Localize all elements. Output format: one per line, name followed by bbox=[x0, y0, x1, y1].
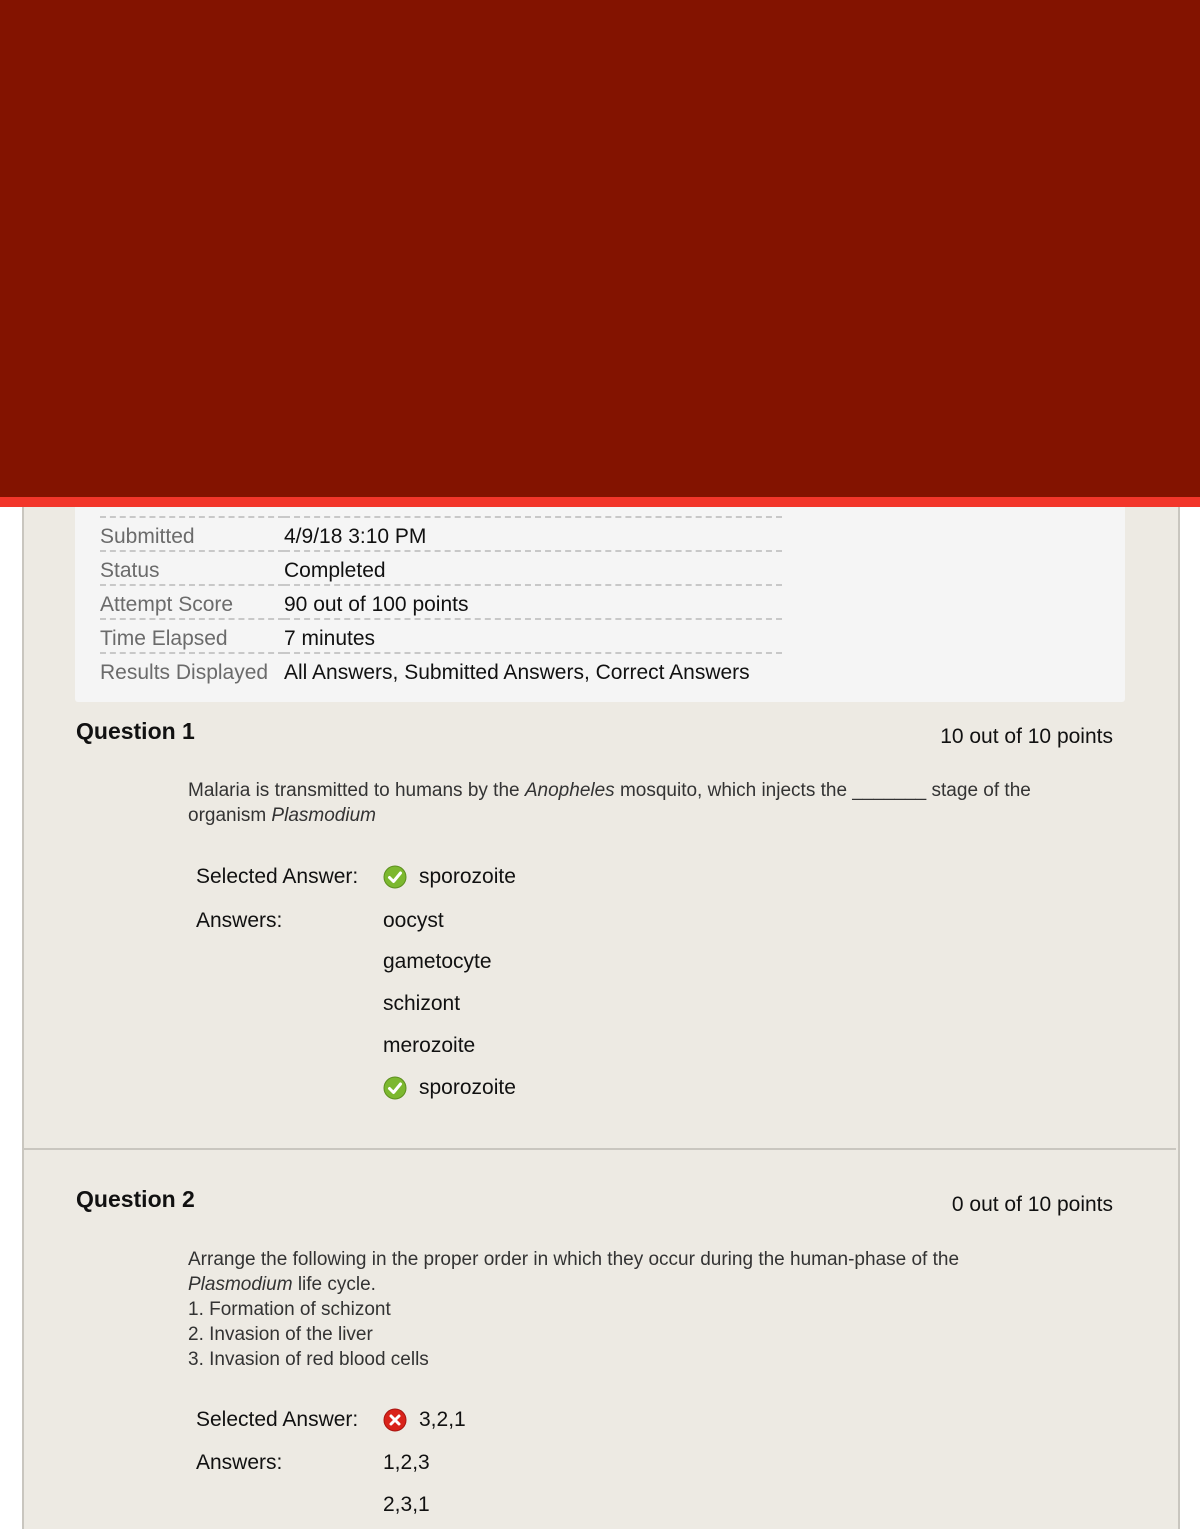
summary-label: Attempt Score bbox=[100, 585, 284, 619]
question-divider bbox=[24, 1148, 1176, 1150]
selected-answer-label: Selected Answer: bbox=[196, 865, 359, 888]
selected-answer-value: 3,2,1 bbox=[419, 1408, 466, 1431]
summary-value: 7 minutes bbox=[284, 619, 782, 653]
question-2-text bbox=[188, 1247, 988, 1372]
question-text-segment: Arrange the following in the proper order in which they occur during the human-phase of the bbox=[188, 1249, 960, 1270]
answer-option-correct bbox=[383, 1076, 516, 1100]
summary-label: Time Elapsed bbox=[100, 619, 284, 653]
summary-row-submitted bbox=[100, 517, 782, 551]
answer-option: merozoite bbox=[383, 1034, 476, 1057]
summary-label: Status bbox=[100, 551, 284, 585]
question-text-line: 1. Formation of schizont bbox=[188, 1299, 391, 1320]
header-banner bbox=[0, 0, 1200, 507]
check-circle-icon bbox=[383, 865, 407, 889]
question-text-italic: Anopheles bbox=[524, 780, 615, 801]
summary-value: 90 out of 100 points bbox=[284, 585, 782, 619]
summary-label: Submitted bbox=[100, 517, 284, 551]
question-2-points: 0 out of 10 points bbox=[951, 1193, 1113, 1216]
answer-option: gametocyte bbox=[383, 950, 492, 973]
summary-value: All Answers, Submitted Answers, Correct Answers bbox=[284, 661, 750, 684]
selected-answer-value: sporozoite bbox=[419, 865, 516, 888]
answer-option: 2,3,1 bbox=[383, 1493, 430, 1516]
selected-answer bbox=[383, 1408, 466, 1432]
question-text-segment: mosquito, which injects the _______ stage of the organism bbox=[188, 780, 1031, 826]
summary-row-status bbox=[100, 551, 782, 585]
question-text-italic: Plasmodium bbox=[188, 1274, 293, 1295]
answer-option: schizont bbox=[383, 992, 461, 1015]
question-text-segment: life cycle. bbox=[292, 1274, 376, 1295]
selected-answer-label: Selected Answer: bbox=[196, 1408, 359, 1431]
question-text-segment: Malaria is transmitted to humans by the bbox=[188, 780, 525, 801]
check-circle-icon bbox=[383, 1076, 407, 1100]
answer-option: oocyst bbox=[383, 909, 444, 932]
answers-label: Answers: bbox=[196, 909, 283, 932]
question-2-title: Question 2 bbox=[76, 1186, 195, 1212]
question-text-italic: Plasmodium bbox=[271, 805, 376, 826]
summary-value: 4/9/18 3:10 PM bbox=[284, 517, 782, 551]
summary-row-attempt-score bbox=[100, 585, 782, 619]
answers-label: Answers: bbox=[196, 1451, 283, 1474]
answer-option-value: sporozoite bbox=[419, 1076, 516, 1099]
summary-label: Results Displayed bbox=[100, 661, 269, 684]
attempt-summary-table bbox=[100, 490, 782, 686]
summary-value: Completed bbox=[284, 551, 782, 585]
x-circle-icon bbox=[383, 1408, 407, 1432]
question-1-points: 10 out of 10 points bbox=[940, 725, 1113, 748]
question-text-line: 3. Invasion of red blood cells bbox=[188, 1349, 429, 1370]
question-1-text bbox=[188, 778, 1088, 828]
question-text-line: 2. Invasion of the liver bbox=[188, 1324, 373, 1345]
summary-row-results-displayed bbox=[100, 653, 782, 686]
selected-answer bbox=[383, 865, 516, 889]
answer-option: 1,2,3 bbox=[383, 1451, 430, 1474]
summary-row-time-elapsed bbox=[100, 619, 782, 653]
question-1-title: Question 1 bbox=[76, 718, 195, 744]
